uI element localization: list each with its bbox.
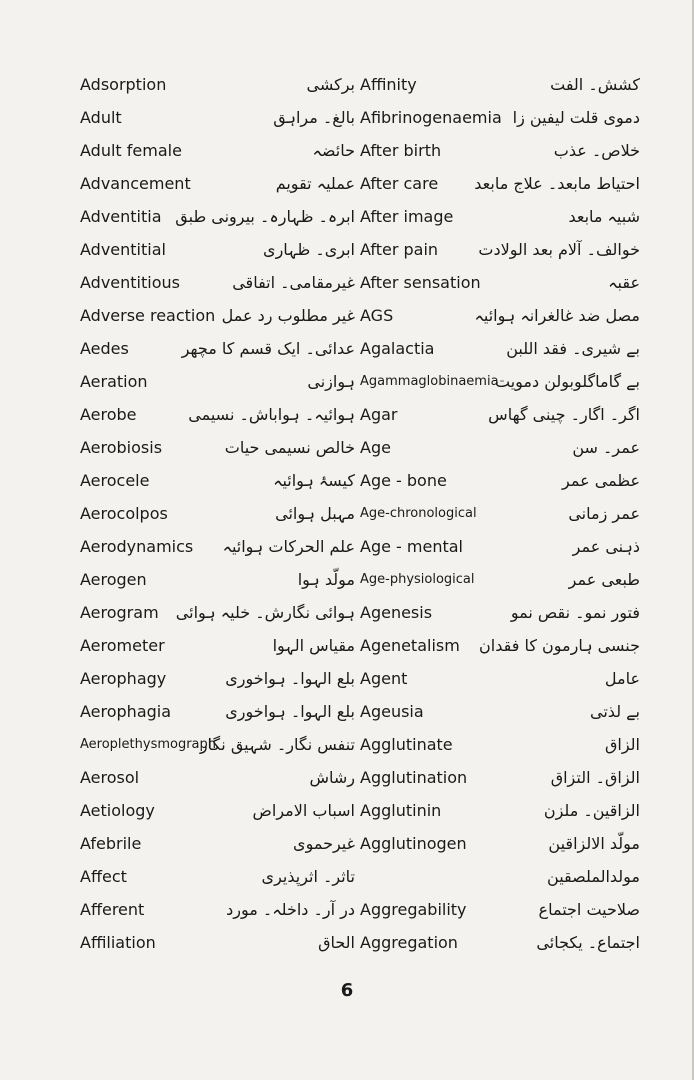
english-term: Affinity <box>360 75 417 94</box>
english-term: Aggregability <box>360 900 467 919</box>
urdu-translation: عمر زمانی <box>568 504 640 523</box>
urdu-translation: مولّد الالزاقین <box>548 834 640 853</box>
right-urdu-column <box>474 68 640 959</box>
english-term: Aerobe <box>80 405 137 424</box>
right-terms-column <box>360 68 510 959</box>
urdu-translation: اجتماع۔ یکجائی <box>536 933 640 952</box>
english-term: Aerogram <box>80 603 159 622</box>
english-term: Age - bone <box>360 471 447 490</box>
urdu-translation: جنسی ہارمون کا فقدان <box>479 636 640 655</box>
urdu-translation: دموی قلت لیفین زا <box>512 108 640 127</box>
urdu-translation: اسباب الامراض <box>252 801 355 820</box>
english-term: Aerocele <box>80 471 150 490</box>
urdu-translation: الزاق۔ التزاق <box>550 768 640 787</box>
urdu-translation: مقیاس الہوا <box>272 636 355 655</box>
left-urdu-column <box>175 68 355 959</box>
urdu-translation: الحاق <box>318 933 355 952</box>
english-term: Aggregation <box>360 933 458 952</box>
urdu-translation: فتور نمو۔ نقص نمو <box>510 603 640 622</box>
urdu-translation: بلع الہوا۔ ہواخوری <box>225 669 355 688</box>
english-term: After sensation <box>360 273 481 292</box>
urdu-translation: تاثر۔ اثرپذیری <box>261 867 355 886</box>
english-term: Agglutinate <box>360 735 453 754</box>
urdu-translation: عدائی۔ ایک قسم کا مچھر <box>181 339 355 358</box>
urdu-translation: بے لذتی <box>590 702 640 721</box>
english-term: After pain <box>360 240 439 259</box>
english-term: Affiliation <box>80 933 156 952</box>
english-term: Aerocolpos <box>80 504 168 523</box>
english-term: Aerodynamics <box>80 537 194 556</box>
english-term: Adsorption <box>80 75 167 94</box>
english-term: Adventitia <box>80 207 162 226</box>
urdu-translation: احتیاط مابعد۔ علاج مابعد <box>474 174 640 193</box>
english-term: Aerogen <box>80 570 147 589</box>
urdu-translation: مولّد ہوا <box>297 570 355 589</box>
english-term: Adverse reaction <box>80 306 216 325</box>
english-term: Agglutinogen <box>360 834 467 853</box>
urdu-translation: کشش۔ الفت <box>550 75 640 94</box>
english-term: Afibrinogenaemia <box>360 108 502 127</box>
urdu-translation: الزاق <box>604 735 640 754</box>
english-term: Affect <box>80 867 127 886</box>
urdu-translation: ابری۔ ظہاری <box>263 240 355 259</box>
urdu-translation: ہوائیہ۔ ہواباش۔ نسیمی <box>188 405 355 424</box>
urdu-translation: بے گاماگلوبولن دمویت <box>494 372 640 391</box>
english-term: Agenetalism <box>360 636 460 655</box>
english-term: Ageusia <box>360 702 424 721</box>
english-term: After image <box>360 207 454 226</box>
urdu-translation: الزاقین۔ ملزن <box>543 801 640 820</box>
urdu-translation: بلع الہوا۔ ہواخوری <box>225 702 355 721</box>
urdu-translation: ذہنی عمر <box>572 537 640 556</box>
english-term: Adult <box>80 108 122 127</box>
urdu-translation: خلاص۔ عذب <box>553 141 640 160</box>
urdu-translation: بالغ۔ مراہق <box>273 108 355 127</box>
english-term: Age - mental <box>360 537 463 556</box>
urdu-translation: تنفس نگار۔ شہیق نگار <box>199 735 355 754</box>
urdu-translation: خوالف۔ آلام بعد الولادت <box>478 240 640 259</box>
urdu-translation: اگر۔ اگار۔ چینی گھاس <box>488 405 640 424</box>
english-term: After care <box>360 174 439 193</box>
english-term <box>360 860 510 893</box>
english-term: Advancement <box>80 174 191 193</box>
english-term: Age-physiological <box>360 572 475 587</box>
english-term: Agenesis <box>360 603 433 622</box>
urdu-translation: خالص نسیمی حیات <box>224 438 355 457</box>
urdu-translation: حائضہ <box>312 141 355 160</box>
english-term: Aerophagia <box>80 702 172 721</box>
urdu-translation: عامل <box>604 669 640 688</box>
urdu-translation: طبعی عمر <box>568 570 640 589</box>
urdu-translation: صلاحیت اجتماع <box>538 900 640 919</box>
urdu-translation: مہبل ہوائی <box>275 504 355 523</box>
english-term: Age <box>360 438 391 457</box>
urdu-translation: در آر۔ داخلہ۔ مورد <box>226 900 355 919</box>
urdu-translation: عظمی عمر <box>562 471 640 490</box>
urdu-translation: برکشی <box>306 75 355 94</box>
english-term: After birth <box>360 141 442 160</box>
urdu-translation: ہوائی نگارش۔ خلیہ ہوائی <box>175 603 355 622</box>
english-term: Aerobiosis <box>80 438 163 457</box>
urdu-translation: شبیہ مابعد <box>568 207 640 226</box>
urdu-translation: عقبہ <box>608 273 640 292</box>
english-term: Agammaglobinaemia <box>360 374 499 389</box>
english-term: Aetiology <box>80 801 155 820</box>
urdu-translation: رشاش <box>309 768 355 787</box>
english-term: Agglutination <box>360 768 468 787</box>
urdu-translation: عمر۔ سن <box>572 438 640 457</box>
urdu-translation: کیسۂ ہوائیہ <box>273 471 355 490</box>
urdu-translation: ہوازنی <box>307 372 355 391</box>
english-term: Aeroplethysmograph <box>80 737 217 752</box>
english-term: Age-chronological <box>360 506 477 521</box>
urdu-translation: عملیہ تقویم <box>275 174 355 193</box>
english-term: Aerophagy <box>80 669 167 688</box>
english-term: Aeration <box>80 372 148 391</box>
english-term: Agalactia <box>360 339 435 358</box>
english-term: AGS <box>360 306 394 325</box>
english-term: Adventitious <box>80 273 180 292</box>
urdu-translation: علم الحرکات ہوائیہ <box>222 537 355 556</box>
english-term: Afferent <box>80 900 145 919</box>
english-term: Adult female <box>80 141 182 160</box>
page-number: 6 <box>340 980 354 1001</box>
english-term: Aedes <box>80 339 129 358</box>
english-term: Aerometer <box>80 636 165 655</box>
english-term: Afebrile <box>80 834 142 853</box>
urdu-translation: مصل ضد غالغرانہ ہوائیہ <box>474 306 640 325</box>
urdu-translation: غیرحموی <box>293 834 355 853</box>
urdu-translation: ابرہ۔ ظہارہ۔ بیرونی طبق <box>175 207 355 226</box>
urdu-translation: غیرمقامی۔ اتفاقی <box>232 273 355 292</box>
english-term: Aerosol <box>80 768 140 787</box>
english-term: Agar <box>360 405 398 424</box>
english-term: Agglutinin <box>360 801 442 820</box>
urdu-translation: غیر مطلوب رد عمل <box>221 306 355 325</box>
english-term: Agent <box>360 669 408 688</box>
urdu-translation: بے شیری۔ فقد اللبن <box>506 339 640 358</box>
english-term: Adventitial <box>80 240 166 259</box>
urdu-translation: مولدالملصقین <box>547 867 640 886</box>
